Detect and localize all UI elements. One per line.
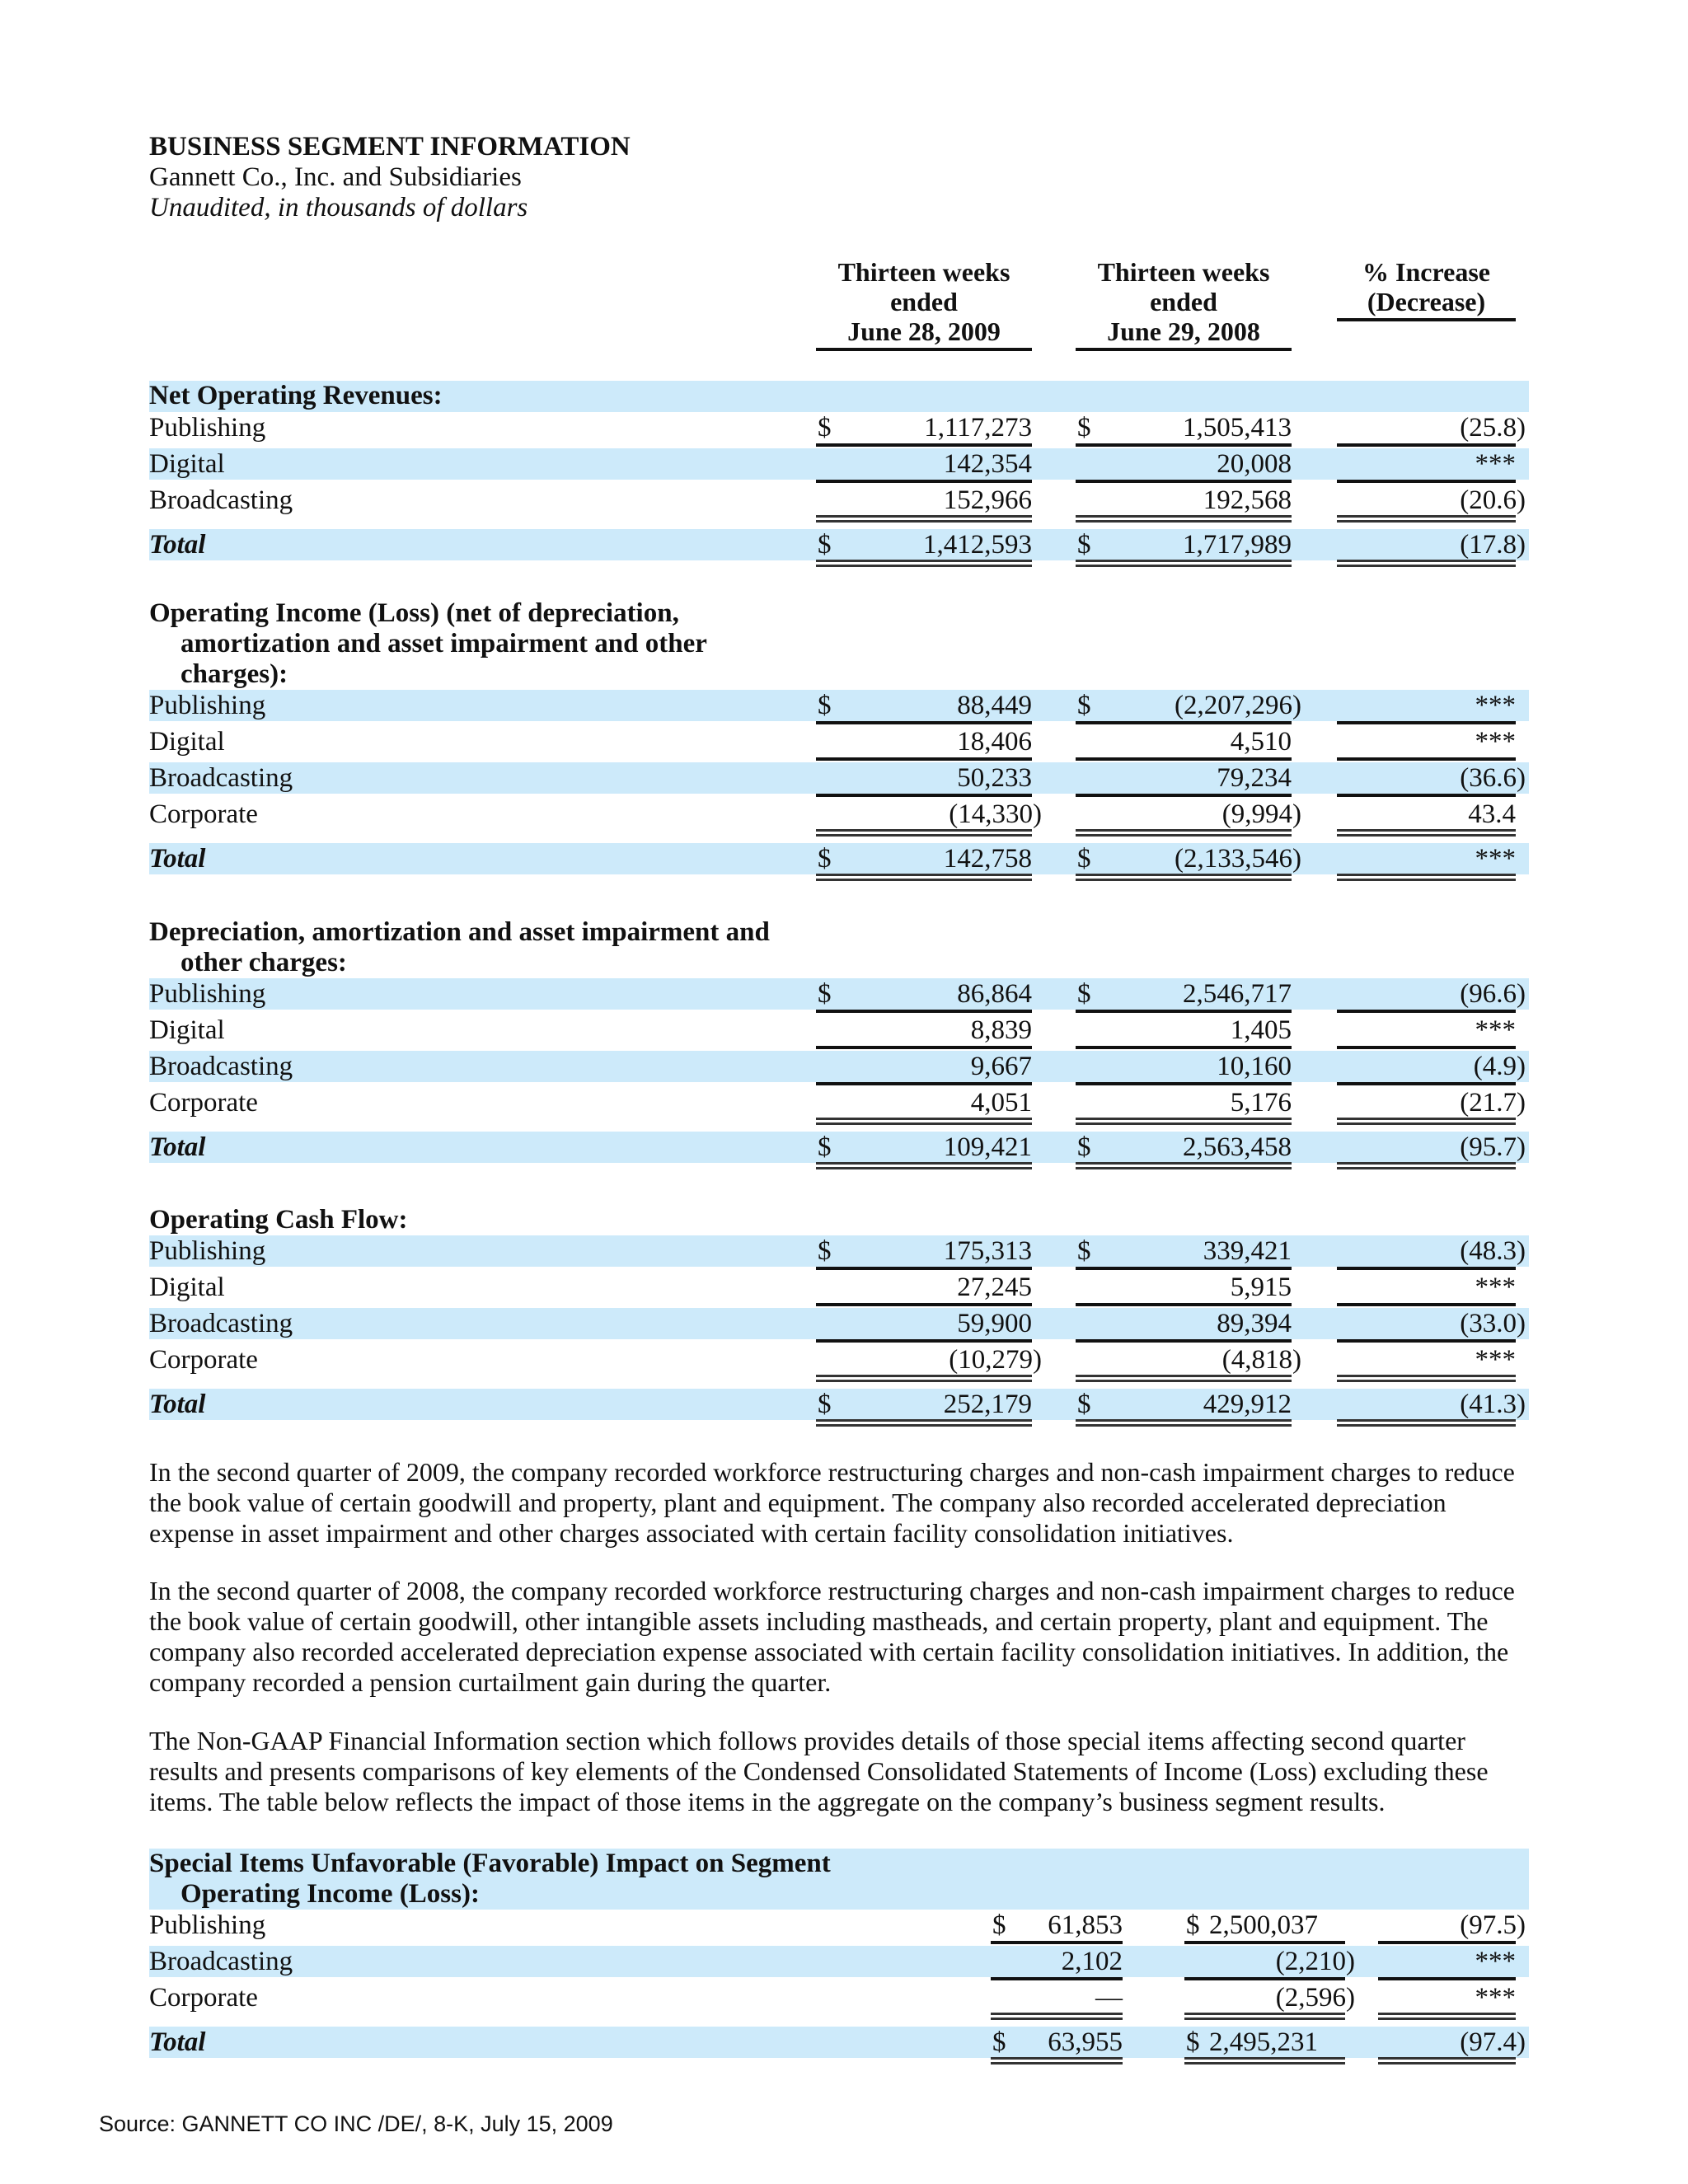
row-label: Publishing [149, 979, 266, 1009]
row-label: Corporate [149, 1088, 258, 1118]
value: 2,546,717 [1183, 979, 1292, 1009]
value: — [1095, 1983, 1123, 2013]
value: 63,955 [1048, 2027, 1123, 2057]
value-2008 [1184, 1982, 1355, 2013]
value-2008 [1076, 1308, 1292, 1343]
pct-change [1337, 412, 1526, 447]
value-2009 [816, 529, 1032, 560]
value-2008 [1076, 485, 1292, 516]
dollar-sign: $ [1077, 1390, 1091, 1419]
value-2008 [1076, 978, 1292, 1013]
note-paragraph-2008: In the second quarter of 2008, the company recorded workforce restructuring charges and non-cash impairment charges to reduce the book value of certain goodwill, other intangible assets including mastheads, and certain property, plant and equipment. The company also recorded accelerated depreciation expense associated with certain facility consolidation initiatives. In addition, the company recorded a pension curtailment gain during the quarter. [149, 1576, 1515, 1697]
section-depreciation [149, 917, 1529, 1163]
section-title: Net Operating Revenues: [149, 381, 1529, 412]
document-header [149, 132, 1529, 223]
units-note: Unaudited, in thousands of dollars [149, 193, 528, 223]
value: (41.3) [1460, 1390, 1526, 1419]
value-2009 [816, 1272, 1032, 1306]
column-header-2009 [816, 257, 1032, 351]
pct-change [1337, 690, 1516, 724]
column-header-line: % Increase [1362, 257, 1490, 287]
pct-change [1337, 1272, 1516, 1306]
value: 192,568 [1203, 485, 1292, 515]
table-row [149, 799, 1529, 830]
pct-change [1337, 1344, 1516, 1376]
value: 5,176 [1230, 1088, 1292, 1118]
value: (97.4) [1460, 2027, 1526, 2057]
value-2008 [1076, 1272, 1292, 1306]
section-title: Operating Cash Flow: [149, 1205, 408, 1235]
value: 1,717,989 [1183, 530, 1292, 560]
value-2008 [1076, 529, 1292, 560]
dollar-sign: $ [992, 1910, 1006, 1940]
value: *** [1475, 1345, 1516, 1375]
pct-change [1337, 1015, 1516, 1049]
note-paragraph-2009: In the second quarter of 2009, the company recorded workforce restructuring charges and non-cash impairment charges to reduce the book value of certain goodwill and property, plant and equipment. The company also recorded accelerated depreciation expense in asset impairment and other charges associated with certain facility consolidation initiatives. [149, 1457, 1515, 1548]
row-label: Broadcasting [149, 1309, 293, 1338]
value: *** [1475, 1983, 1516, 2013]
value-2009 [816, 1389, 1032, 1420]
pct-change [1378, 2027, 1526, 2058]
section-operating-cash-flow [149, 1205, 1529, 1420]
value: (95.7) [1460, 1132, 1526, 1162]
table-row [149, 726, 1529, 757]
section-title-line: Special Items Unfavorable (Favorable) Impact on Segment [149, 1849, 831, 1878]
value: 88,449 [957, 691, 1032, 720]
dollar-sign: $ [1077, 979, 1091, 1009]
value: (10,279) [949, 1345, 1042, 1375]
value: (25.8) [1460, 413, 1526, 443]
table-row [149, 412, 1529, 443]
column-header-line: June 28, 2009 [847, 316, 1001, 346]
value: 8,839 [970, 1015, 1032, 1045]
section-special-items [149, 1849, 1529, 2058]
row-label: Digital [149, 727, 225, 757]
value: 339,421 [1203, 1236, 1292, 1266]
value: 79,234 [1217, 763, 1292, 793]
column-header-pct-change [1337, 257, 1516, 321]
row-label: Digital [149, 1015, 225, 1045]
value-2008 [1076, 762, 1292, 797]
row-label: Publishing [149, 1910, 266, 1940]
table-row [149, 1946, 1529, 1977]
table-row-total [149, 2027, 1529, 2058]
row-label: Publishing [149, 413, 266, 443]
pct-change [1378, 1982, 1516, 2013]
section-operating-income [149, 598, 1529, 874]
value-2008 [1184, 1946, 1355, 1980]
value: 1,505,413 [1183, 413, 1292, 443]
dollar-sign: $ [818, 530, 832, 560]
column-header-line: ended [1150, 287, 1217, 316]
row-label: Corporate [149, 1983, 258, 2013]
value: *** [1475, 1272, 1516, 1302]
dollar-sign: $ [818, 1390, 832, 1419]
value-2009 [816, 843, 1032, 874]
table-row [149, 1344, 1529, 1376]
value-2008 [1076, 1235, 1292, 1270]
pct-change [1378, 1946, 1516, 1980]
row-label: Total [149, 1132, 206, 1162]
row-label: Digital [149, 1272, 225, 1302]
value: 1,405 [1230, 1015, 1292, 1045]
pct-change [1337, 529, 1526, 560]
value: *** [1475, 727, 1516, 757]
value: 10,160 [1217, 1052, 1292, 1081]
value-2009 [816, 762, 1032, 797]
pct-change [1337, 799, 1516, 830]
value-2009 [816, 690, 1032, 724]
value: (36.6) [1460, 763, 1526, 793]
value: 2,495,231 [1209, 2027, 1318, 2057]
value-2009 [816, 412, 1032, 447]
value: 2,500,037 [1209, 1910, 1318, 1940]
dollar-sign: $ [818, 1132, 832, 1162]
pct-change [1337, 978, 1526, 1013]
value: 252,179 [943, 1390, 1032, 1419]
document-title: BUSINESS SEGMENT INFORMATION [149, 132, 631, 162]
value: (97.5) [1460, 1910, 1526, 1940]
value: 4,510 [1230, 727, 1292, 757]
section-title [149, 598, 1529, 690]
row-label: Corporate [149, 1345, 258, 1375]
dollar-sign: $ [1186, 2027, 1200, 2057]
source-footer: Source: GANNETT CO INC /DE/, 8-K, July 15, 2009 [99, 2111, 613, 2136]
value: 59,900 [957, 1309, 1032, 1338]
value: (2,207,296) [1175, 691, 1301, 720]
value-2009 [816, 1087, 1032, 1118]
table-row [149, 978, 1529, 1010]
column-header-line: Thirteen weeks [1097, 257, 1270, 287]
section-title-line: charges): [181, 659, 288, 689]
dollar-sign: $ [818, 1236, 832, 1266]
value: *** [1475, 691, 1516, 720]
column-header-line: June 29, 2008 [1107, 316, 1260, 346]
value-2008 [1076, 1132, 1292, 1163]
table-row [149, 1272, 1529, 1303]
column-header-line: Thirteen weeks [837, 257, 1010, 287]
pct-change [1337, 1132, 1526, 1163]
value-2009 [816, 1308, 1032, 1343]
value: (96.6) [1460, 979, 1526, 1009]
dollar-sign: $ [818, 691, 832, 720]
table-row [149, 690, 1529, 721]
table-row [149, 448, 1529, 480]
table-row [149, 1087, 1529, 1118]
value-2008 [1076, 412, 1292, 447]
value: 43.4 [1468, 799, 1516, 829]
value-2008 [1076, 1389, 1292, 1420]
value: 89,394 [1217, 1309, 1292, 1338]
value: (20.6) [1460, 485, 1526, 515]
value: 18,406 [957, 727, 1032, 757]
pct-change [1337, 1235, 1526, 1270]
value: 61,853 [1048, 1910, 1123, 1940]
value: *** [1475, 1947, 1516, 1976]
pct-change [1337, 1308, 1526, 1343]
value: (4.9) [1473, 1052, 1526, 1081]
value: (17.8) [1460, 530, 1526, 560]
section-title-line: amortization and asset impairment and other [181, 629, 707, 658]
pct-change [1337, 1087, 1526, 1118]
value: *** [1475, 449, 1516, 479]
row-label: Total [149, 530, 206, 560]
section-title-line: other charges: [181, 948, 347, 977]
value: 50,233 [957, 763, 1032, 793]
value: 27,245 [957, 1272, 1032, 1302]
table-row [149, 1910, 1529, 1941]
value: 142,758 [943, 844, 1032, 874]
pct-change [1378, 1910, 1526, 1944]
value: 109,421 [943, 1132, 1032, 1162]
dollar-sign: $ [818, 413, 832, 443]
table-row [149, 485, 1529, 516]
column-header-line: (Decrease) [1367, 287, 1486, 316]
row-label: Total [149, 2027, 206, 2057]
value: 20,008 [1217, 449, 1292, 479]
value: 142,354 [943, 449, 1032, 479]
value-2009 [816, 726, 1032, 761]
value-2009 [816, 1132, 1032, 1163]
value: (33.0) [1460, 1309, 1526, 1338]
value-2008 [1076, 1344, 1301, 1376]
row-label: Publishing [149, 1236, 266, 1266]
value: 152,966 [943, 485, 1032, 515]
value-2009 [991, 2027, 1123, 2058]
table-row [149, 1235, 1529, 1267]
pct-change [1337, 762, 1526, 797]
row-label: Publishing [149, 691, 266, 720]
value: (14,330) [949, 799, 1042, 829]
value: (2,210) [1275, 1947, 1355, 1976]
row-label: Broadcasting [149, 1052, 293, 1081]
section-title [149, 1849, 1529, 1910]
dollar-sign: $ [1186, 1910, 1200, 1940]
value: 86,864 [957, 979, 1032, 1009]
company-name: Gannett Co., Inc. and Subsidiaries [149, 162, 522, 192]
table-row [149, 1982, 1529, 2013]
section-title [149, 917, 1529, 978]
section-title-line: Depreciation, amortization and asset impairment and [149, 917, 770, 947]
section-title-line: Operating Income (Loss): [181, 1879, 480, 1909]
pct-change [1337, 1389, 1526, 1420]
value-2008 [1076, 843, 1301, 874]
table-row [149, 1015, 1529, 1046]
dollar-sign: $ [818, 844, 832, 874]
value-2009 [816, 448, 1032, 483]
section-net-operating-revenues [149, 381, 1529, 560]
value-2008 [1184, 2027, 1345, 2058]
value: (48.3) [1460, 1236, 1526, 1266]
pct-change [1337, 843, 1516, 874]
row-label: Broadcasting [149, 1947, 293, 1976]
row-label: Broadcasting [149, 485, 293, 515]
value-2008 [1076, 1015, 1292, 1049]
row-label: Broadcasting [149, 763, 293, 793]
value-2009 [991, 1982, 1123, 2013]
value-2009 [816, 1051, 1032, 1085]
value: 1,412,593 [923, 530, 1032, 560]
value-2008 [1076, 1087, 1292, 1118]
table-row [149, 1051, 1529, 1082]
value-2009 [816, 485, 1032, 516]
dollar-sign: $ [1077, 413, 1091, 443]
table-row [149, 762, 1529, 794]
value-2009 [816, 1235, 1032, 1270]
dollar-sign: $ [992, 2027, 1006, 2057]
value: (2,596) [1275, 1983, 1355, 2013]
column-header-2008 [1076, 257, 1292, 351]
value-2009 [816, 1344, 1042, 1376]
dollar-sign: $ [1077, 1132, 1091, 1162]
value: *** [1475, 1015, 1516, 1045]
table-row-total [149, 1389, 1529, 1420]
column-header-line: ended [890, 287, 958, 316]
value: (4,818) [1221, 1345, 1301, 1375]
value-2009 [816, 978, 1032, 1013]
value: (21.7) [1460, 1088, 1526, 1118]
value: (9,994) [1221, 799, 1301, 829]
table-row [149, 1308, 1529, 1339]
value-2008 [1076, 1051, 1292, 1085]
pct-change [1337, 726, 1516, 761]
value-2008 [1076, 448, 1292, 483]
pct-change [1337, 448, 1516, 483]
pct-change [1337, 1051, 1526, 1085]
value-2008 [1076, 799, 1301, 830]
value-2008 [1076, 726, 1292, 761]
value: 1,117,273 [924, 413, 1032, 443]
row-label: Digital [149, 449, 225, 479]
value-2009 [991, 1946, 1123, 1980]
table-row-total [149, 1132, 1529, 1163]
dollar-sign: $ [1077, 844, 1091, 874]
pct-change [1337, 485, 1526, 516]
value-2008 [1184, 1910, 1345, 1944]
value: 429,912 [1203, 1390, 1292, 1419]
value-2009 [816, 1015, 1032, 1049]
row-label: Total [149, 844, 206, 874]
value-2009 [991, 1910, 1123, 1944]
value: 4,051 [970, 1088, 1032, 1118]
dollar-sign: $ [818, 979, 832, 1009]
table-row-total [149, 529, 1529, 560]
row-label: Corporate [149, 799, 258, 829]
value-2008 [1076, 690, 1301, 724]
section-title-line: Operating Income (Loss) (net of depreciation, [149, 598, 679, 628]
value-2009 [816, 799, 1042, 830]
value: 5,915 [1230, 1272, 1292, 1302]
value: 175,313 [943, 1236, 1032, 1266]
dollar-sign: $ [1077, 691, 1091, 720]
value: (2,133,546) [1175, 844, 1301, 874]
value: 9,667 [970, 1052, 1032, 1081]
value: 2,102 [1061, 1947, 1123, 1976]
row-label: Total [149, 1390, 206, 1419]
dollar-sign: $ [1077, 530, 1091, 560]
note-paragraph-non-gaap: The Non-GAAP Financial Information section which follows provides details of those special items affecting second quarter results and presents comparisons of key elements of the Condensed Consolidated Statements of Income (Loss) excluding these items. The table below reflects the impact of those items in the aggregate on the company’s business segment results. [149, 1726, 1489, 1816]
table-row-total [149, 843, 1529, 874]
dollar-sign: $ [1077, 1236, 1091, 1266]
value: *** [1475, 844, 1516, 874]
value: 2,563,458 [1183, 1132, 1292, 1162]
